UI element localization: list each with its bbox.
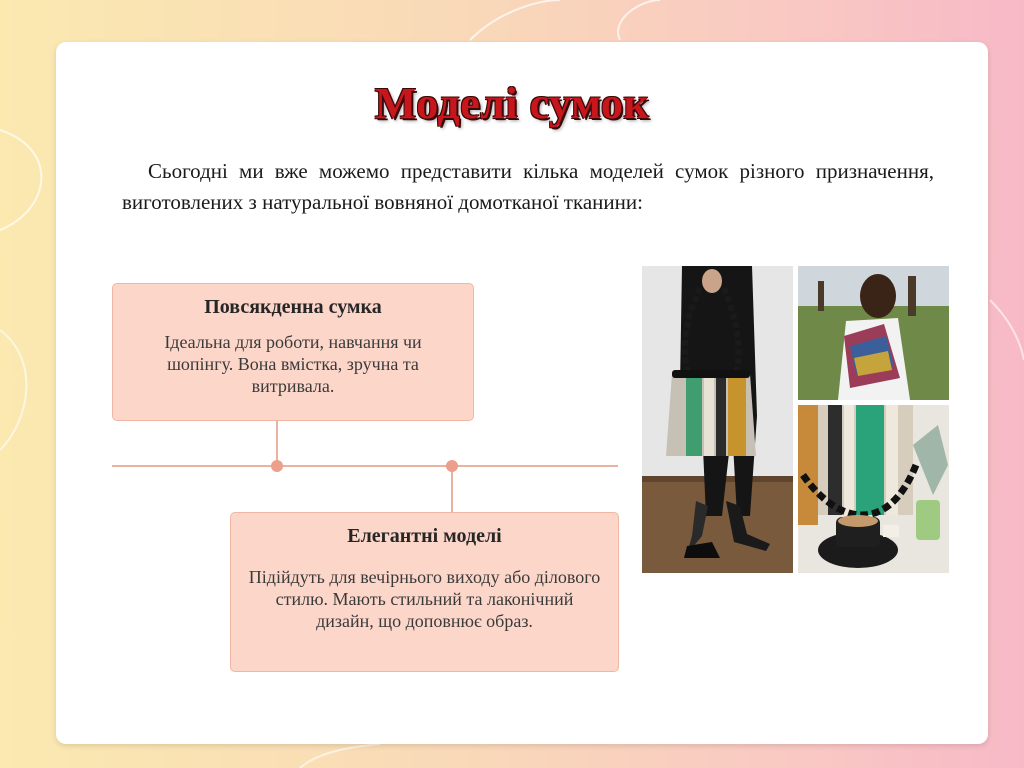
- timeline-connector-2: [451, 466, 453, 512]
- elegant-models-title: Елегантні моделі: [347, 525, 502, 547]
- photo-handbag-held: [642, 266, 793, 573]
- timeline-dot-2: [446, 460, 458, 472]
- timeline-dot-1: [271, 460, 283, 472]
- timeline-box-casual: [112, 283, 474, 421]
- timeline-axis: [112, 465, 618, 467]
- timeline-box-elegant: [230, 512, 619, 672]
- elegant-models-text: Підійдуть для вечірнього виходу або ділового стилю. Мають стильний та лаконічний дизайн, що доповнює образ.: [248, 567, 601, 631]
- casual-bag-title: Повсякденна сумка: [204, 296, 382, 318]
- slide-title: Моделі сумок: [374, 79, 650, 128]
- intro-paragraph: Сьогодні ми вже можемо представити кілька моделей сумок різного призначення, виготовлених з натуральної вовняної домотканої тканини:: [122, 159, 934, 214]
- photo-bag-with-coffee: [798, 405, 949, 573]
- casual-bag-text: Ідеальна для роботи, навчання чи шопінгу. Вона вмістка, зручна та витривала.: [164, 332, 422, 396]
- photo-shoulder-bag-park: [798, 266, 949, 400]
